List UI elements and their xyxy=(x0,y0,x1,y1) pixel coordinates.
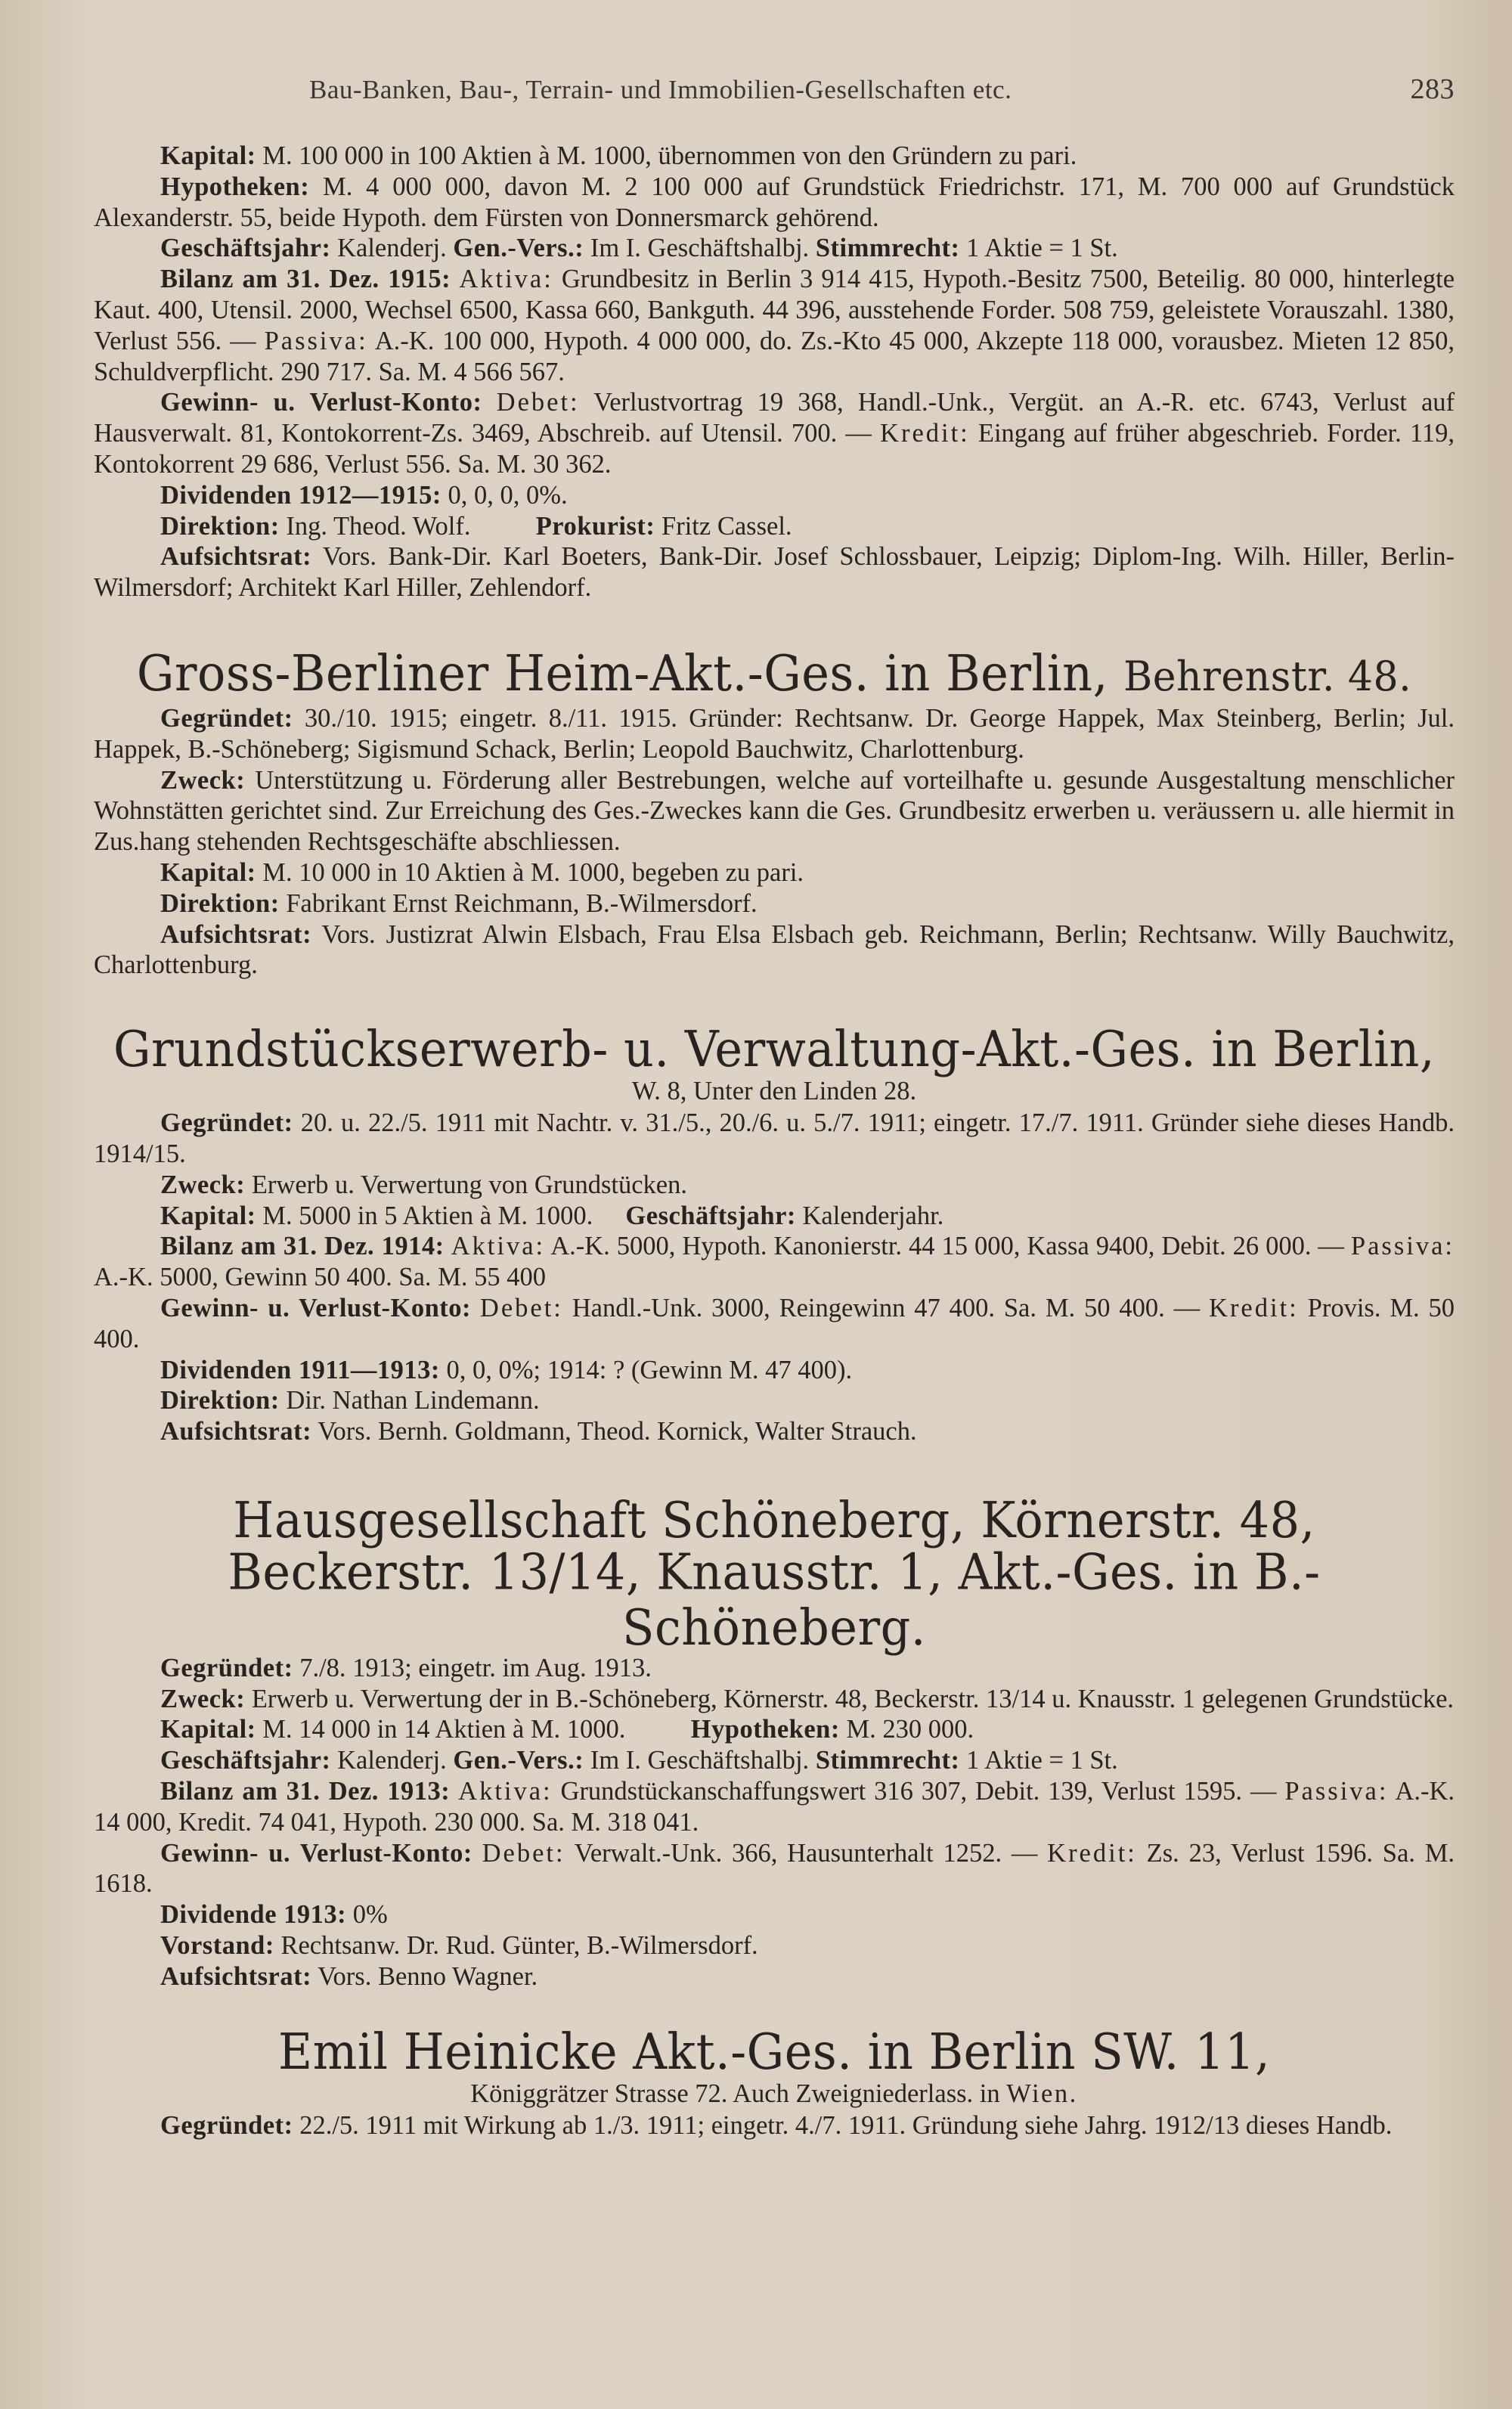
text-hypotheken: M. 4 000 000, davon M. 2 100 000 auf Grundstück Friedrichstr. 171, M. 700 000 auf Grundstück Alexanderstr. 55, beide Hypoth. dem Fürsten von Donnersmarck gehörend. xyxy=(94,172,1455,232)
text-geschaeftsjahr: Kalenderj. xyxy=(330,1746,454,1775)
text-direktion: Ing. Theod. Wolf. xyxy=(279,511,536,541)
entry-hausgesellschaft-schoeneberg xyxy=(94,1491,1455,1992)
zweck-paragraph xyxy=(94,1170,1455,1201)
label-direktion: Direktion: xyxy=(160,511,280,541)
text-vorstand: Rechtsanw. Dr. Rud. Günter, B.-Wilmersdorf. xyxy=(274,1931,758,1961)
dividenden-paragraph xyxy=(94,480,1455,511)
text-kredit: Provis. M. 50 400. xyxy=(94,1293,1455,1353)
text-zweck: Erwerb u. Verwertung von Grundstücken. xyxy=(245,1170,687,1199)
label-kapital: Kapital: xyxy=(160,1715,256,1744)
text-debet: Verwalt.-Unk. 366, Hausunterhalt 1252. — xyxy=(565,1838,1048,1868)
dividenden-paragraph xyxy=(94,1355,1455,1386)
label-aufsichtsrat: Aufsichtsrat: xyxy=(160,1961,312,1991)
entry-gross-berliner-heim xyxy=(94,644,1455,981)
text-dividenden: 0, 0, 0%; 1914: ? (Gewinn M. 47 400). xyxy=(439,1355,853,1384)
entry-continued xyxy=(94,141,1455,603)
label-kapital: Kapital: xyxy=(160,1201,256,1230)
text-kredit: Zs. 23, Verlust 1596. Sa. M. 1618. xyxy=(94,1838,1455,1899)
label-stimmrecht: Stimmrecht: xyxy=(815,1746,960,1775)
label-debet: Debet: xyxy=(496,388,580,417)
text-kapital: M. 14 000 in 14 Aktien à M. 1000. xyxy=(256,1715,691,1744)
running-title: Bau-Banken, Bau-, Terrain- und Immobilien-Gesellschaften etc. xyxy=(309,75,1012,104)
company-title: Emil Heinicke Akt.-Ges. in Berlin SW. 11, xyxy=(277,2022,1271,2081)
entry-grundstueckserwerb xyxy=(94,1020,1455,1447)
text-passiva: A.-K. 14 000, Kredit. 74 041, Hypoth. 230 000. Sa. M. 318 041. xyxy=(94,1777,1455,1837)
label-bilanz: Bilanz am 31. Dez. 1913: xyxy=(160,1777,451,1806)
text-aufsichtsrat: Vors. Justizrat Alwin Elsbach, Frau Elsa Elsbach geb. Reichmann, Berlin; Rechtsanw. Willy Bauchwitz, Charlottenburg. xyxy=(94,919,1455,980)
direktion-paragraph xyxy=(94,1385,1455,1416)
text-stimmrecht: 1 Aktie = 1 St. xyxy=(959,1746,1118,1775)
text-stimmrecht: 1 Aktie = 1 St. xyxy=(959,234,1118,263)
label-gen-vers: Gen.-Vers.: xyxy=(453,234,584,263)
company-address: W. 8, Unter den Linden 28. xyxy=(631,1077,917,1106)
text-kapital: M. 100 000 in 100 Aktien à M. 1000, übernommen von den Gründern zu pari. xyxy=(256,141,1077,170)
aufsichtsrat-paragraph xyxy=(94,1961,1455,1992)
aufsichtsrat-paragraph xyxy=(94,919,1455,981)
label-aufsichtsrat: Aufsichtsrat: xyxy=(160,1417,312,1446)
text-kredit: Eingang auf früher abgeschrieb. Forder. 119, Kontokorrent 29 686, Verlust 556. Sa. M. 30 362. xyxy=(94,419,1455,479)
aufsichtsrat-paragraph xyxy=(94,541,1455,603)
text-aktiva: Grundstückanschaffungswert 316 307, Debit. 139, Verlust 1595. — xyxy=(552,1777,1285,1806)
address-text: Königgrätzer Strasse 72. Auch Zweigniederlass. in xyxy=(470,2079,1007,2108)
label-gewinn-verlust: Gewinn- u. Verlust-Konto: xyxy=(160,1293,472,1322)
label-gewinn-verlust: Gewinn- u. Verlust-Konto: xyxy=(160,388,482,417)
label-gegruendet: Gegründet: xyxy=(160,2110,293,2140)
geschaeftsjahr-paragraph xyxy=(94,1745,1455,1776)
text-zweck: Unterstützung u. Förderung aller Bestrebungen, welche auf vorteilhafte u. gesunde Ausgestaltung menschlicher Wohnstätten gerichtet sind. Zur Erreichung des Ges.-Zweckes kann die Ges. Grundbesitz erwerben u. veräussern u. alle hiermit in Zus.hang stehenden Rechtsgeschäfte abschliessen. xyxy=(94,765,1455,857)
page-number: 283 xyxy=(1410,73,1455,105)
gewinn-verlust-paragraph xyxy=(94,1293,1455,1355)
label-hypotheken: Hypotheken: xyxy=(160,172,310,201)
label-dividenden: Dividenden 1911—1913: xyxy=(160,1355,440,1384)
label-gewinn-verlust: Gewinn- u. Verlust-Konto: xyxy=(160,1838,472,1868)
text-aktiva: Grundbesitz in Berlin 3 914 415, Hypoth.-Besitz 7500, Beteilig. 80 000, hinterlegte Kaut. 400, Utensil. 2000, Wechsel 6500, Kassa 660, Bankguth. 44 396, ausstehende Forder. 508 759, geleistete Vorauszahl. 1380, Verlust 556. — xyxy=(94,265,1455,355)
company-title-line-2: Beckerstr. 13/14, Knausstr. 1, Akt.-Ges. in B.-Schöneberg. xyxy=(228,1542,1321,1657)
label-aufsichtsrat: Aufsichtsrat: xyxy=(160,542,312,572)
company-title xyxy=(94,646,1455,705)
text-aufsichtsrat: Vors. Benno Wagner. xyxy=(311,1961,538,1991)
company-title-line-1: Hausgesellschaft Schöneberg, Körnerstr. 48, xyxy=(233,1491,1315,1549)
label-aktiva: Aktiva: xyxy=(458,1777,553,1806)
label-vorstand: Vorstand: xyxy=(160,1931,274,1961)
label-direktion: Direktion: xyxy=(160,1386,280,1415)
label-geschaeftsjahr: Geschäftsjahr: xyxy=(160,1746,331,1775)
gewinn-verlust-paragraph xyxy=(94,387,1455,479)
direktion-paragraph xyxy=(94,511,1455,542)
text-aktiva: A.-K. 5000, Hypoth. Kanonierstr. 44 15 000, Kassa 9400, Debit. 26 000. — xyxy=(545,1232,1351,1261)
text-geschaeftsjahr: Kalenderjahr. xyxy=(795,1201,944,1230)
label-debet: Debet: xyxy=(482,1838,565,1868)
geschaeftsjahr-paragraph xyxy=(94,233,1455,264)
gegruendet-paragraph xyxy=(94,2110,1455,2141)
company-title: Grundstückserwerb- u. Verwaltung-Akt.-Ges. in Berlin, xyxy=(113,1020,1436,1078)
label-hypotheken: Hypotheken: xyxy=(690,1715,840,1744)
hypotheken-paragraph xyxy=(94,172,1455,234)
label-gegruendet: Gegründet: xyxy=(160,1653,293,1682)
label-gen-vers: Gen.-Vers.: xyxy=(453,1746,584,1775)
text-gegruendet: 22./5. 1911 mit Wirkung ab 1./3. 1911; eingetr. 4./7. 1911. Gründung siehe Jahrg. 1912/13 dieses Handb. xyxy=(293,2110,1393,2140)
company-address xyxy=(94,2079,1455,2109)
company-name: Gross-Berliner Heim-Akt.-Ges. in Berlin, xyxy=(136,644,1108,702)
label-prokurist: Prokurist: xyxy=(535,511,655,541)
gegruendet-paragraph xyxy=(94,1108,1455,1170)
text-passiva: A.-K. 5000, Gewinn 50 400. Sa. M. 55 400 xyxy=(94,1263,546,1292)
text-prokurist: Fritz Cassel. xyxy=(655,511,792,541)
label-passiva: Passiva: xyxy=(1284,1777,1389,1806)
label-debet: Debet: xyxy=(479,1293,563,1322)
text-gegruendet: 30./10. 1915; eingetr. 8./11. 1915. Gründer: Rechtsanw. Dr. George Happek, Max Steinberg, Berlin; Jul. Happek, B.-Schöneberg; Sigismund Schack, Berlin; Leopold Bauchwitz, Charlottenburg. xyxy=(94,703,1455,764)
text-dividende: 0% xyxy=(346,1900,388,1930)
text-kapital: M. 5000 in 5 Aktien à M. 1000. xyxy=(256,1201,626,1230)
kapital-paragraph xyxy=(94,857,1455,888)
label-dividende: Dividende 1913: xyxy=(160,1900,347,1930)
dividende-paragraph xyxy=(94,1899,1455,1930)
direktion-paragraph xyxy=(94,888,1455,919)
text-passiva: A.-K. 100 000, Hypoth. 4 000 000, do. Zs.-Kto 45 000, Akzepte 118 000, vorausbez. Mieten 12 850, Schuldverpflicht. 290 717. Sa. M. 4 566 567. xyxy=(94,326,1455,386)
text-debet: Verlustvortrag 19 368, Handl.-Unk., Vergüt. an A.-R. etc. 6743, Verlust auf Hausverwalt. 81, Kontokorrent-Zs. 3469, Abschreib. auf Utensil. 700. — xyxy=(94,388,1455,448)
label-kredit: Kredit: xyxy=(1047,1838,1137,1868)
label-bilanz: Bilanz am 31. Dez. 1914: xyxy=(160,1232,445,1261)
label-direktion: Direktion: xyxy=(160,888,280,918)
label-gegruendet: Gegründet: xyxy=(160,1108,293,1138)
zweck-paragraph xyxy=(94,765,1455,857)
zweck-paragraph xyxy=(94,1684,1455,1715)
bilanz-paragraph xyxy=(94,264,1455,387)
label-gegruendet: Gegründet: xyxy=(160,703,293,733)
text-gegruendet: 7./8. 1913; eingetr. im Aug. 1913. xyxy=(293,1653,652,1682)
gegruendet-paragraph xyxy=(94,703,1455,765)
text-geschaeftsjahr: Kalenderj. xyxy=(330,234,454,263)
kapital-paragraph xyxy=(94,1714,1455,1745)
text-dividenden: 0, 0, 0, 0%. xyxy=(441,480,568,510)
label-geschaeftsjahr: Geschäftsjahr: xyxy=(160,234,331,263)
label-kredit: Kredit: xyxy=(1209,1293,1299,1322)
text-debet: Handl.-Unk. 3000, Reingewinn 47 400. Sa. M. 50 400. — xyxy=(562,1293,1210,1322)
bilanz-paragraph xyxy=(94,1776,1455,1838)
label-dividenden: Dividenden 1912—1915: xyxy=(160,480,442,510)
text-zweck: Erwerb u. Verwertung der in B.-Schöneberg, Körnerstr. 48, Beckerstr. 13/14 u. Knausstr. 1 gelegenen Grundstücke. xyxy=(245,1684,1455,1713)
text-gen-vers: Im I. Geschäftshalbj. xyxy=(584,1746,816,1775)
text-kapital: M. 10 000 in 10 Aktien à M. 1000, begeben zu pari. xyxy=(256,857,804,887)
label-aktiva: Aktiva: xyxy=(451,1232,546,1261)
kapital-paragraph xyxy=(94,1201,1455,1232)
text-aufsichtsrat: Vors. Bank-Dir. Karl Boeters, Bank-Dir. Josef Schlossbauer, Leipzig; Diplom-Ing. Wilh. Hiller, Berlin-Wilmersdorf; Architekt Karl Hiller, Zehlendorf. xyxy=(94,542,1455,603)
gewinn-verlust-paragraph xyxy=(94,1838,1455,1900)
label-geschaeftsjahr: Geschäftsjahr: xyxy=(625,1201,796,1230)
label-zweck: Zweck: xyxy=(160,765,246,795)
label-zweck: Zweck: xyxy=(160,1170,246,1199)
running-header xyxy=(94,73,1455,106)
bilanz-paragraph xyxy=(94,1231,1455,1293)
kapital-paragraph xyxy=(94,141,1455,172)
label-kapital: Kapital: xyxy=(160,857,256,887)
text-direktion: Fabrikant Ernst Reichmann, B.-Wilmersdorf. xyxy=(279,888,758,918)
aufsichtsrat-paragraph xyxy=(94,1416,1455,1447)
text-direktion: Dir. Nathan Lindemann. xyxy=(279,1386,540,1415)
vorstand-paragraph xyxy=(94,1930,1455,1961)
address-city: Wien. xyxy=(1006,2079,1078,2108)
text-hypotheken: M. 230 000. xyxy=(839,1715,974,1744)
entry-emil-heinicke xyxy=(94,2022,1455,2141)
label-aktiva: Aktiva: xyxy=(459,265,553,294)
company-address: Behrenstr. 48. xyxy=(1123,653,1412,701)
label-stimmrecht: Stimmrecht: xyxy=(815,234,960,263)
label-zweck: Zweck: xyxy=(160,1684,246,1713)
label-passiva: Passiva: xyxy=(264,326,368,355)
label-passiva: Passiva: xyxy=(1350,1232,1455,1261)
text-aufsichtsrat: Vors. Bernh. Goldmann, Theod. Kornick, Walter Strauch. xyxy=(311,1417,917,1446)
label-kapital: Kapital: xyxy=(160,141,256,170)
label-bilanz: Bilanz am 31. Dez. 1915: xyxy=(160,265,451,294)
label-aufsichtsrat: Aufsichtsrat: xyxy=(160,919,312,949)
text-gegruendet: 20. u. 22./5. 1911 mit Nachtr. v. 31./5., 20./6. u. 5./7. 1911; eingetr. 17./7. 1911. Gründer siehe dieses Handb. 1914/15. xyxy=(94,1108,1455,1168)
text-gen-vers: Im I. Geschäftshalbj. xyxy=(584,234,816,263)
gegruendet-paragraph xyxy=(94,1653,1455,1684)
label-kredit: Kredit: xyxy=(880,419,970,448)
